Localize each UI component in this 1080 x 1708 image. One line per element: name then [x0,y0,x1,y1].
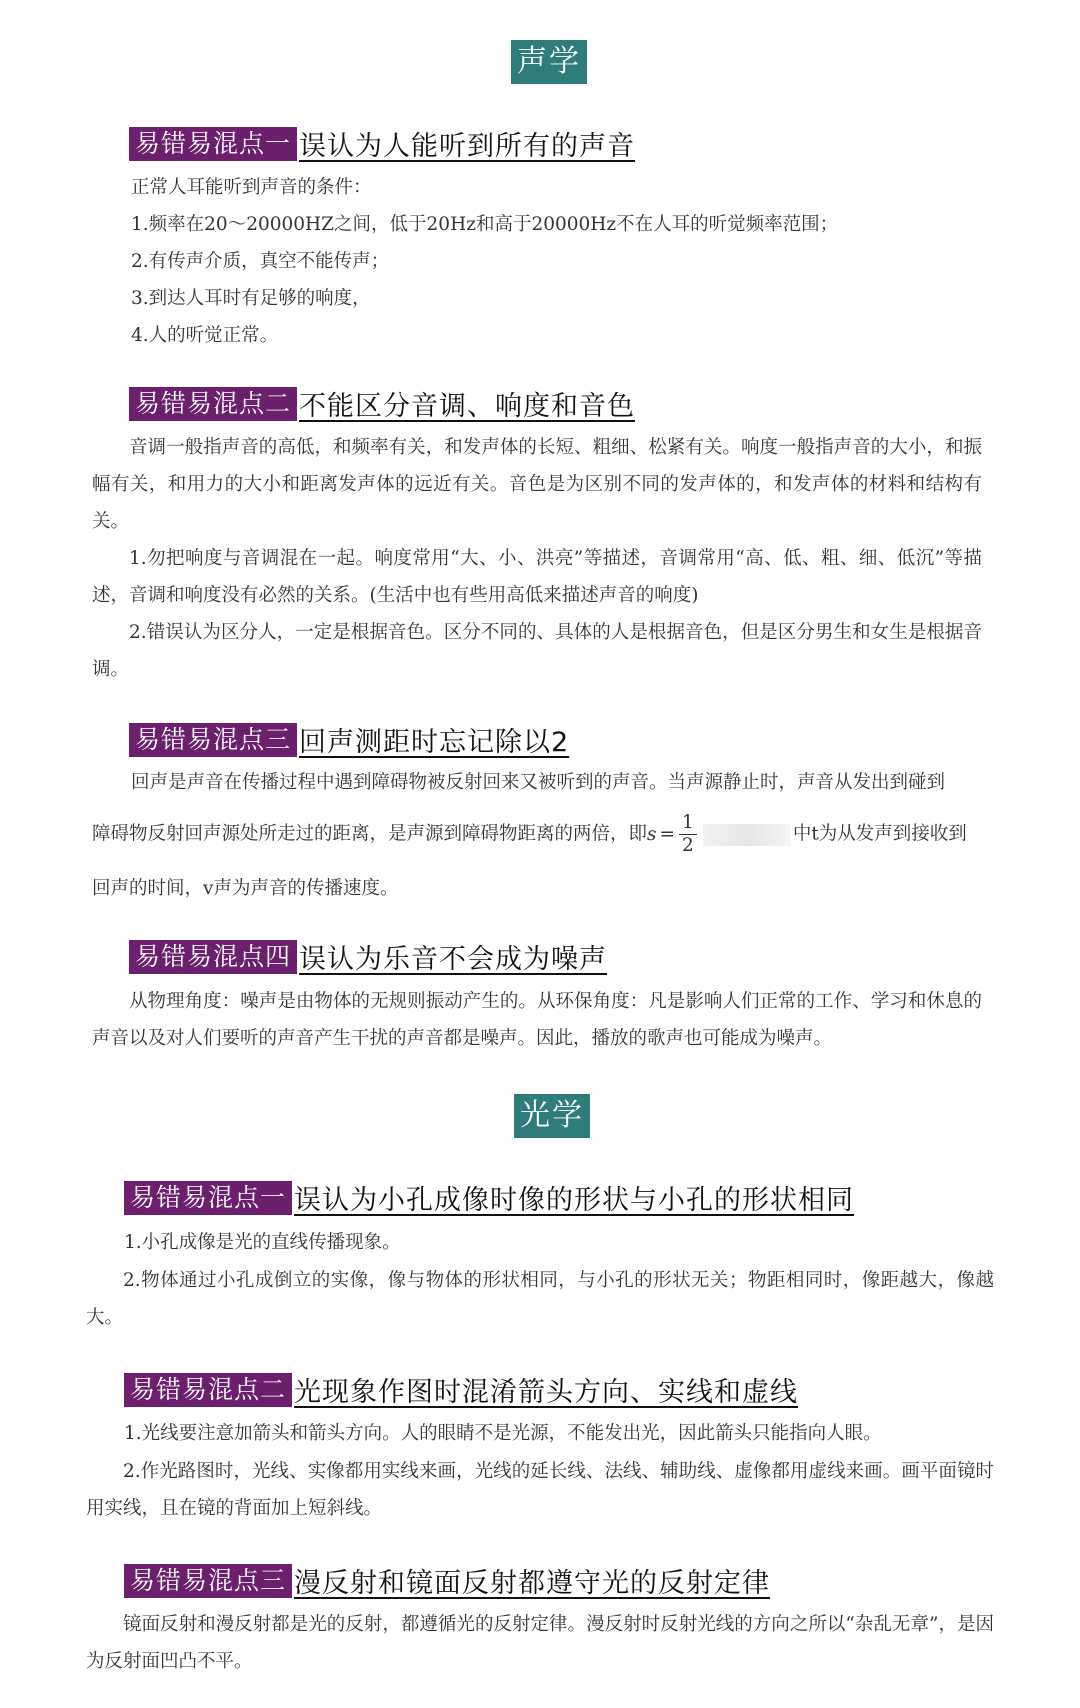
paragraph: 从物理角度：噪声是由物体的无规则振动产生的。从环保角度：凡是影响人们正常的工作、学习和休息的声音以及对人们要听的声音产生干扰的声音都是噪声。因此，播放的歌声也可能成为噪声。 [92,991,982,1049]
point-heading-a4 [129,937,607,976]
point-title: 漫反射和镜面反射都遵守光的反射定律 [294,1568,771,1599]
text-segment: 中t为从发声到接收到 [792,823,967,845]
point-title: 误认为人能听到所有的声音 [299,131,636,162]
point-heading-a1 [129,124,635,163]
point-heading-a2 [129,384,635,423]
point-heading-o3 [124,1561,770,1600]
paragraph: 2.物体通过小孔成倒立的实像，像与物体的形状相同，与小孔的形状无关；物距相同时，像距越大，像越大。 [86,1270,994,1328]
paragraph: 音调一般指声音的高低，和频率有关，和发声体的长短、粗细、松紧有关。响度一般指声音的大小，和振幅有关，和用力的大小和距离发声体的远近有关。音色是为区别不同的发声体的，和发声体的材料和结构有关。 [92,437,982,532]
blurred-formula-region [703,824,791,846]
paragraph-line: 回声是声音在传播过程中遇到障碍物被反射回来又被听到的声音。当声源静止时，声音从发出到碰到 [131,772,946,793]
point-tag: 易错易混点一 [124,1181,292,1215]
point-tag: 易错易混点四 [129,940,297,974]
echo-formula [647,812,793,857]
list-item: 正常人耳能听到声音的条件： [131,177,372,198]
point-heading-a3 [129,720,569,759]
fraction-numerator: 1 [679,812,697,835]
paragraph: 镜面反射和漫反射都是光的反射，都遵循光的反射定律。漫反射时反射光线的方向之所以“杂乱无章”，是因为反射面凹凸不平。 [86,1614,994,1672]
list-item: 4.人的听觉正常。 [131,325,279,346]
list-item: 3.到达人耳时有足够的响度， [131,288,371,309]
point-tag: 易错易混点二 [124,1373,292,1407]
fraction-denominator: 2 [682,835,694,856]
point-tag: 易错易混点二 [129,387,297,421]
point-title: 误认为小孔成像时像的形状与小孔的形状相同 [294,1185,855,1216]
point-heading-o1 [124,1178,854,1217]
paragraph-line-with-formula [92,812,992,857]
paragraph: 2.错误认为区分人，一定是根据音色。区分不同的、具体的人是根据音色，但是区分男生和女生是根据音调。 [92,622,982,680]
point-tag: 易错易混点一 [129,127,297,161]
point-title: 回声测距时忘记除以2 [299,727,570,758]
paragraph: 1.勿把响度与音调混在一起。响度常用“大、小、洪亮”等描述，音调常用“高、低、粗、细、低沉”等描述，音调和响度没有必然的关系。(生活中也有些用高低来描述声音的响度) [92,548,982,606]
point-heading-o2 [124,1370,798,1409]
list-item: 1.频率在20～20000HZ之间，低于20Hz和高于20000Hz不在人耳的听觉频率范围； [131,214,839,235]
point-title: 光现象作图时混淆箭头方向、实线和虚线 [294,1377,799,1408]
formula-equals: = [659,823,676,845]
list-item: 2.有传声介质，真空不能传声； [131,251,390,272]
formula-fraction [679,812,697,857]
point-tag: 易错易混点三 [129,723,297,757]
point-tag: 易错易混点三 [124,1564,292,1598]
point-title: 不能区分音调、响度和音色 [299,391,636,422]
text-segment: 障碍物反射回声源处所走过的距离，是声源到障碍物距离的两倍，即 [92,823,648,845]
section-title-optics: 光学 [514,1094,590,1138]
section-title-acoustics: 声学 [511,40,587,84]
paragraph: 1.小孔成像是光的直线传播现象。 [124,1232,401,1253]
paragraph-line: 回声的时间，v声为声音的传播速度。 [92,878,399,899]
paragraph: 2.作光路图时，光线、实像都用实线来画，光线的延长线、法线、辅助线、虚像都用虚线来画。画平面镜时用实线，且在镜的背面加上短斜线。 [86,1461,994,1519]
point-title: 误认为乐音不会成为噪声 [299,944,608,975]
formula-variable: s [647,823,657,845]
paragraph: 1.光线要注意加箭头和箭头方向。人的眼睛不是光源，不能发出光，因此箭头只能指向人眼。 [124,1423,882,1444]
